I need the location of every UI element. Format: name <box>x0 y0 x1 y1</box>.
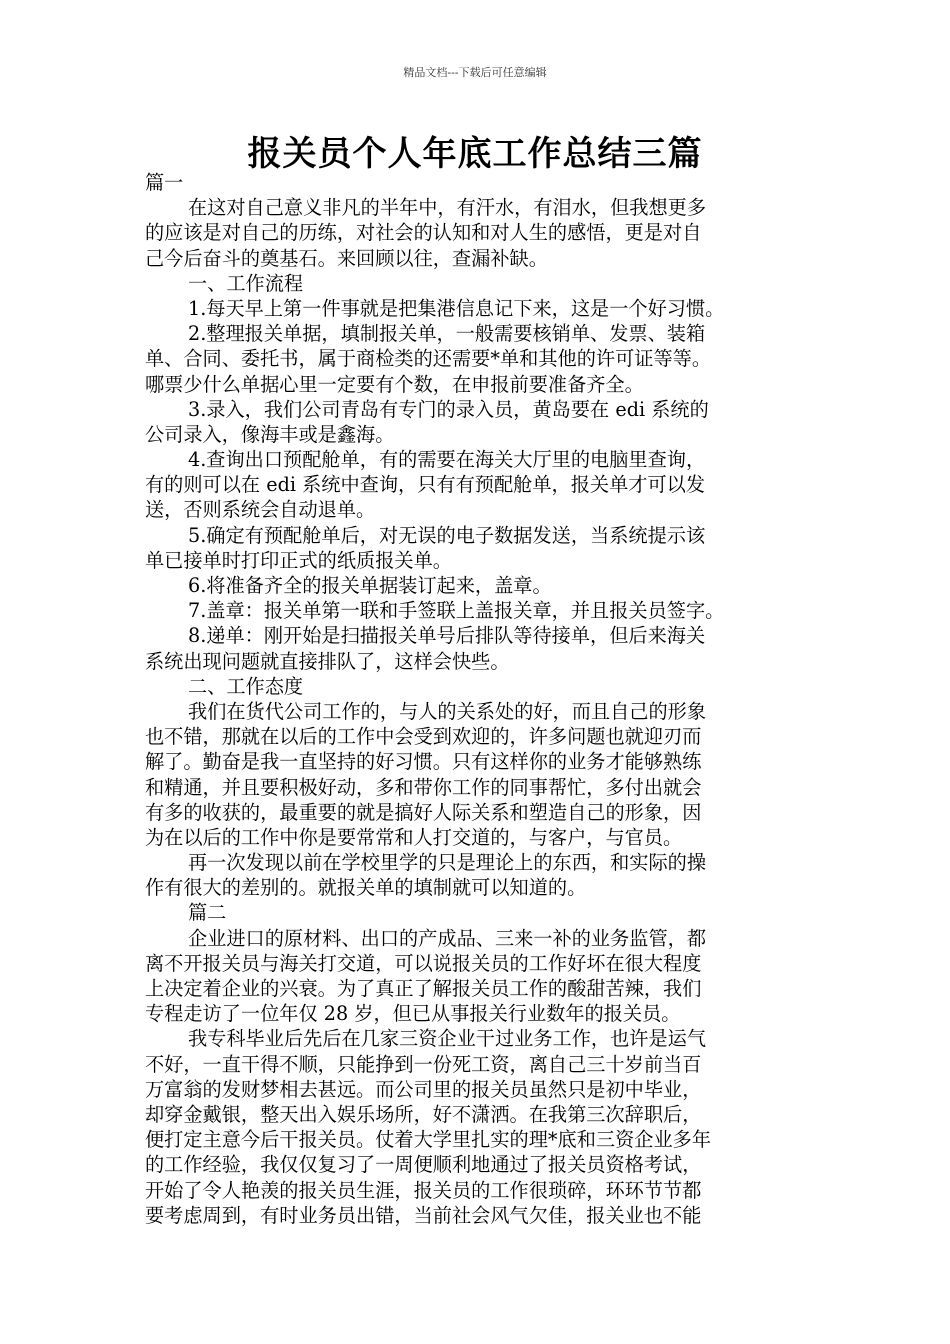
text-line: 和精通，并且要积极好动，多和带你工作的同事帮忙，多付出就会 <box>145 775 702 799</box>
text-line: 作有很大的差别的。就报关单的填制就可以知道的。 <box>145 876 587 900</box>
text-line: 上决定着企业的兴衰。为了真正了解报关员工作的酸甜苦辣，我们 <box>145 977 702 1000</box>
text-line: 己今后奋斗的奠基石。来回顾以往，查漏补缺。 <box>145 246 548 270</box>
text-line: 开始了令人艳羡的报关员生涯，报关员的工作很琐碎，环环节节都 <box>145 1178 702 1202</box>
text-line: 单、合同、委托书，属于商检类的还需要*单和其他的许可证等等。 <box>145 347 712 371</box>
document-title: 报关员个人年底工作总结三篇 <box>247 134 703 174</box>
text-line: 离不开报关员与海关打交道，可以说报关员的工作好坏在很大程度 <box>145 951 702 975</box>
header-note: 精品文档---下载后可任意编辑 <box>403 66 547 79</box>
text-line: 1.每天早上第一件事就是把集港信息记下来，这是一个好习惯。 <box>188 296 725 320</box>
document-body <box>145 170 813 1228</box>
text-line: 在这对自己意义非凡的半年中，有汗水，有泪水，但我想更多 <box>188 196 707 220</box>
text-line: 要考虑周到，有时业务员出错，当前社会风气欠佳，报关业也不能 <box>145 1203 702 1227</box>
text-line: 为在以后的工作中你是要常常和人打交道的，与客户，与官员。 <box>145 825 683 849</box>
text-line: 专程走访了一位年仅 28 岁，但已从事报关行业数年的报关员。 <box>145 1002 681 1026</box>
text-line: 我们在货代公司工作的，与人的关系处的好，而且自己的形象 <box>188 699 707 723</box>
text-line: 却穿金戴银，整天出入娱乐场所，好不潇洒。在我第三次辞职后， <box>145 1102 702 1126</box>
text-line: 公司录入，像海丰或是鑫海。 <box>145 422 395 446</box>
text-line: 4.查询出口预配舱单，有的需要在海关大厅里的电脑里查询， <box>188 448 706 472</box>
text-line: 万富翁的发财梦相去甚远。而公司里的报关员虽然只是初中毕业， <box>145 1077 702 1101</box>
text-line: 也不错，那就在以后的工作中会受到欢迎的，许多问题也就迎刃而 <box>145 725 702 749</box>
text-line: 便打定主意今后干报关员。仗着大学里扎实的理*底和三资企业多年 <box>145 1128 712 1152</box>
text-line: 3.录入，我们公司青岛有专门的录入员，黄岛要在 edi 系统的 <box>188 397 709 421</box>
text-line: 哪票少什么单据心里一定要有个数，在申报前要准备齐全。 <box>145 372 644 396</box>
text-line: 一、工作流程 <box>188 271 304 295</box>
text-line: 7.盖章：报关单第一联和手签联上盖报关章，并且报关员签字。 <box>188 599 725 623</box>
text-line: 8.递单：刚开始是扫描报关单号后排队等待接单，但后来海关 <box>188 624 706 648</box>
text-line: 的应该是对自己的历练，对社会的认知和对人生的感悟，更是对自 <box>145 221 702 245</box>
text-line: 的工作经验，我仅仅复习了一周便顺利地通过了报关员资格考试， <box>145 1153 702 1177</box>
text-line: 有的则可以在 edi 系统中查询，只有有预配舱单，报关单才可以发 <box>145 473 706 497</box>
text-line: 再一次发现以前在学校里学的只是理论上的东西，和实际的操 <box>188 851 707 875</box>
text-line: 2.整理报关单据，填制报关单，一般需要核销单、发票、装箱 <box>188 322 706 346</box>
text-line: 5.确定有预配舱单后，对无误的电子数据发送，当系统提示该 <box>188 523 706 547</box>
text-line: 系统出现问题就直接排队了，这样会快些。 <box>145 649 510 673</box>
text-line: 不好，一直干得不顺，只能挣到一份死工资，离自己三十岁前当百 <box>145 1052 702 1076</box>
text-line: 篇一 <box>145 171 184 194</box>
text-line: 单已接单时打印正式的纸质报关单。 <box>145 548 452 572</box>
text-line: 企业进口的原材料、出口的产成品、三来一补的业务监管，都 <box>188 926 707 950</box>
text-line: 二、工作态度 <box>188 674 304 698</box>
text-line: 送，否则系统会自动退单。 <box>145 498 376 522</box>
text-line: 6.将准备齐全的报关单据装订起来，盖章。 <box>188 574 552 597</box>
text-line: 篇二 <box>188 901 227 925</box>
text-line: 解了。勤奋是我一直坚持的好习惯。只有这样你的业务才能够熟练 <box>145 750 702 774</box>
text-line: 我专科毕业后先后在几家三资企业干过业务工作，也许是运气 <box>188 1027 707 1051</box>
text-line: 有多的收获的，最重要的就是搞好人际关系和塑造自己的形象，因 <box>145 800 702 824</box>
